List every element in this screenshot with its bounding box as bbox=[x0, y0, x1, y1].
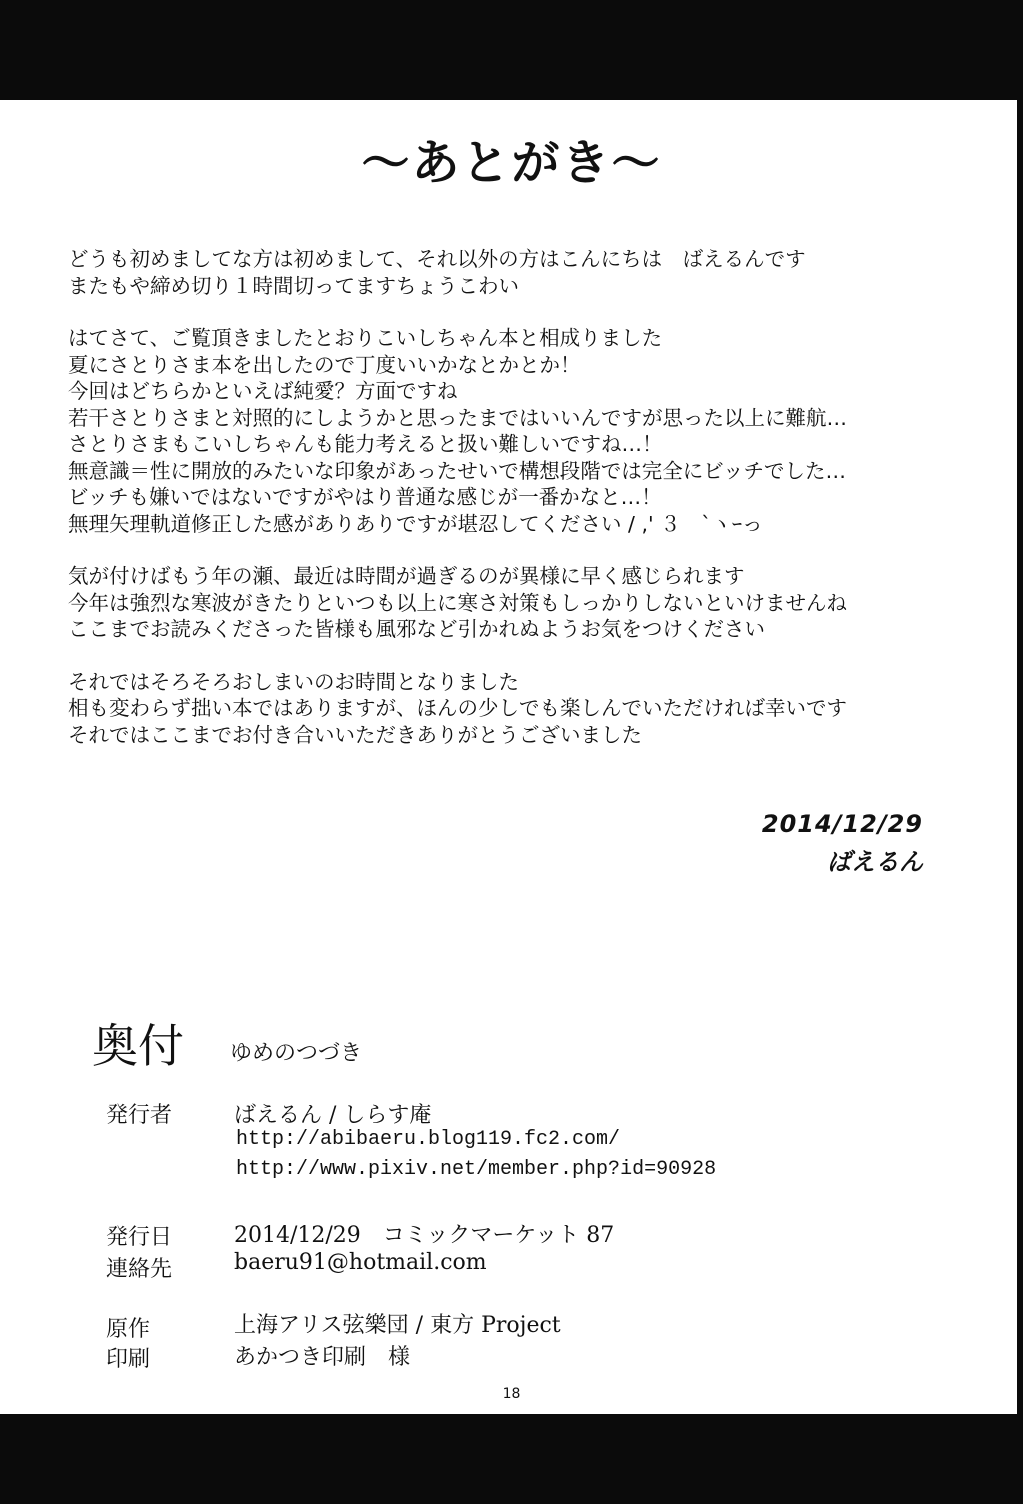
contact-email[interactable]: baeru91@hotmail.com bbox=[234, 1250, 487, 1275]
text-line: 夏にさとりさま本を出したので丁度いいかなとかとか！ bbox=[68, 352, 581, 377]
pixiv-url[interactable]: http://www.pixiv.net/member.php?id=90928 bbox=[236, 1158, 717, 1181]
text-line: どうも初めましてな方は初めまして、それ以外の方はこんにちは ばえるんです bbox=[68, 247, 806, 271]
publisher-value: ばえるん / しらす庵 bbox=[234, 1103, 432, 1128]
afterword-title: 〜あとがき〜 bbox=[361, 135, 662, 191]
contact-label: 連絡先 bbox=[106, 1257, 173, 1282]
scan-border-bottom bbox=[0, 1414, 1023, 1504]
text-line: 今回はどちらかといえば純愛？方面ですね bbox=[68, 379, 458, 403]
text-line: 無意識＝性に開放的みたいな印象があったせいで構想段階では完全にビッチでした… bbox=[68, 458, 846, 483]
book-title: ゆめのつづき bbox=[230, 1041, 363, 1066]
afterword-body bbox=[68, 246, 948, 774]
publish-date-value: 2014/12/29 コミックマーケット 87 bbox=[234, 1223, 615, 1248]
text-line: はてさて、ご覧頂きましたとおりこいしちゃん本と相成りました bbox=[68, 326, 663, 350]
text-line: 気が付けばもう年の瀬、最近は時間が過ぎるのが異様に早く感じられます bbox=[68, 564, 745, 588]
text-line: 無理矢理軌道修正した感がありありですが堪忍してください / ,' ３ `ヽｰっ bbox=[68, 511, 763, 536]
page-number: 18 bbox=[502, 1386, 521, 1402]
signature-name: ばえるん bbox=[827, 848, 923, 876]
printer-value: あかつき印刷 様 bbox=[234, 1345, 411, 1370]
afterword-paragraph-4 bbox=[68, 669, 948, 749]
text-line: 相も変わらず拙い本ではありますが、ほんの少しでも楽しんでいただければ幸いです bbox=[68, 696, 847, 720]
original-work-label: 原作 bbox=[106, 1317, 151, 1342]
text-line: 若干さとりさまと対照的にしようかと思ったまではいいんですが思った以上に難航… bbox=[68, 405, 847, 430]
printer-label: 印刷 bbox=[106, 1347, 151, 1372]
publisher-label: 発行者 bbox=[106, 1103, 173, 1128]
text-line: またもや締め切り１時間切ってますちょうこわい bbox=[68, 273, 519, 298]
signature-date: 2014/12/29 bbox=[761, 810, 923, 838]
colophon-title: 奥付 bbox=[92, 1019, 184, 1073]
text-line: ビッチも嫌いではないですがやはり普通な感じが一番かなと…！ bbox=[68, 485, 662, 509]
scan-border-top bbox=[0, 0, 1023, 100]
text-line: さとりさまもこいしちゃんも能力考えると扱い難しいですね…！ bbox=[68, 432, 663, 456]
original-work-value: 上海アリス弦樂団 / 東方 Project bbox=[234, 1313, 561, 1338]
scan-border-right bbox=[1017, 0, 1023, 1504]
afterword-paragraph-2 bbox=[68, 325, 948, 537]
text-line: それではそろそろおしまいのお時間となりました bbox=[68, 669, 519, 694]
publish-date-label: 発行日 bbox=[106, 1225, 173, 1250]
text-line: ここまでお読みくださった皆様も風邪など引かれぬようお気をつけください bbox=[68, 617, 765, 641]
afterword-paragraph-1 bbox=[68, 246, 948, 299]
text-line: 今年は強烈な寒波がきたりといつも以上に寒さ対策もしっかりしないといけませんね bbox=[68, 590, 847, 615]
text-line: それではここまでお付き合いいただきありがとうございました bbox=[68, 722, 642, 747]
afterword-paragraph-3 bbox=[68, 563, 948, 643]
blog-url[interactable]: http://abibaeru.blog119.fc2.com/ bbox=[236, 1128, 621, 1151]
